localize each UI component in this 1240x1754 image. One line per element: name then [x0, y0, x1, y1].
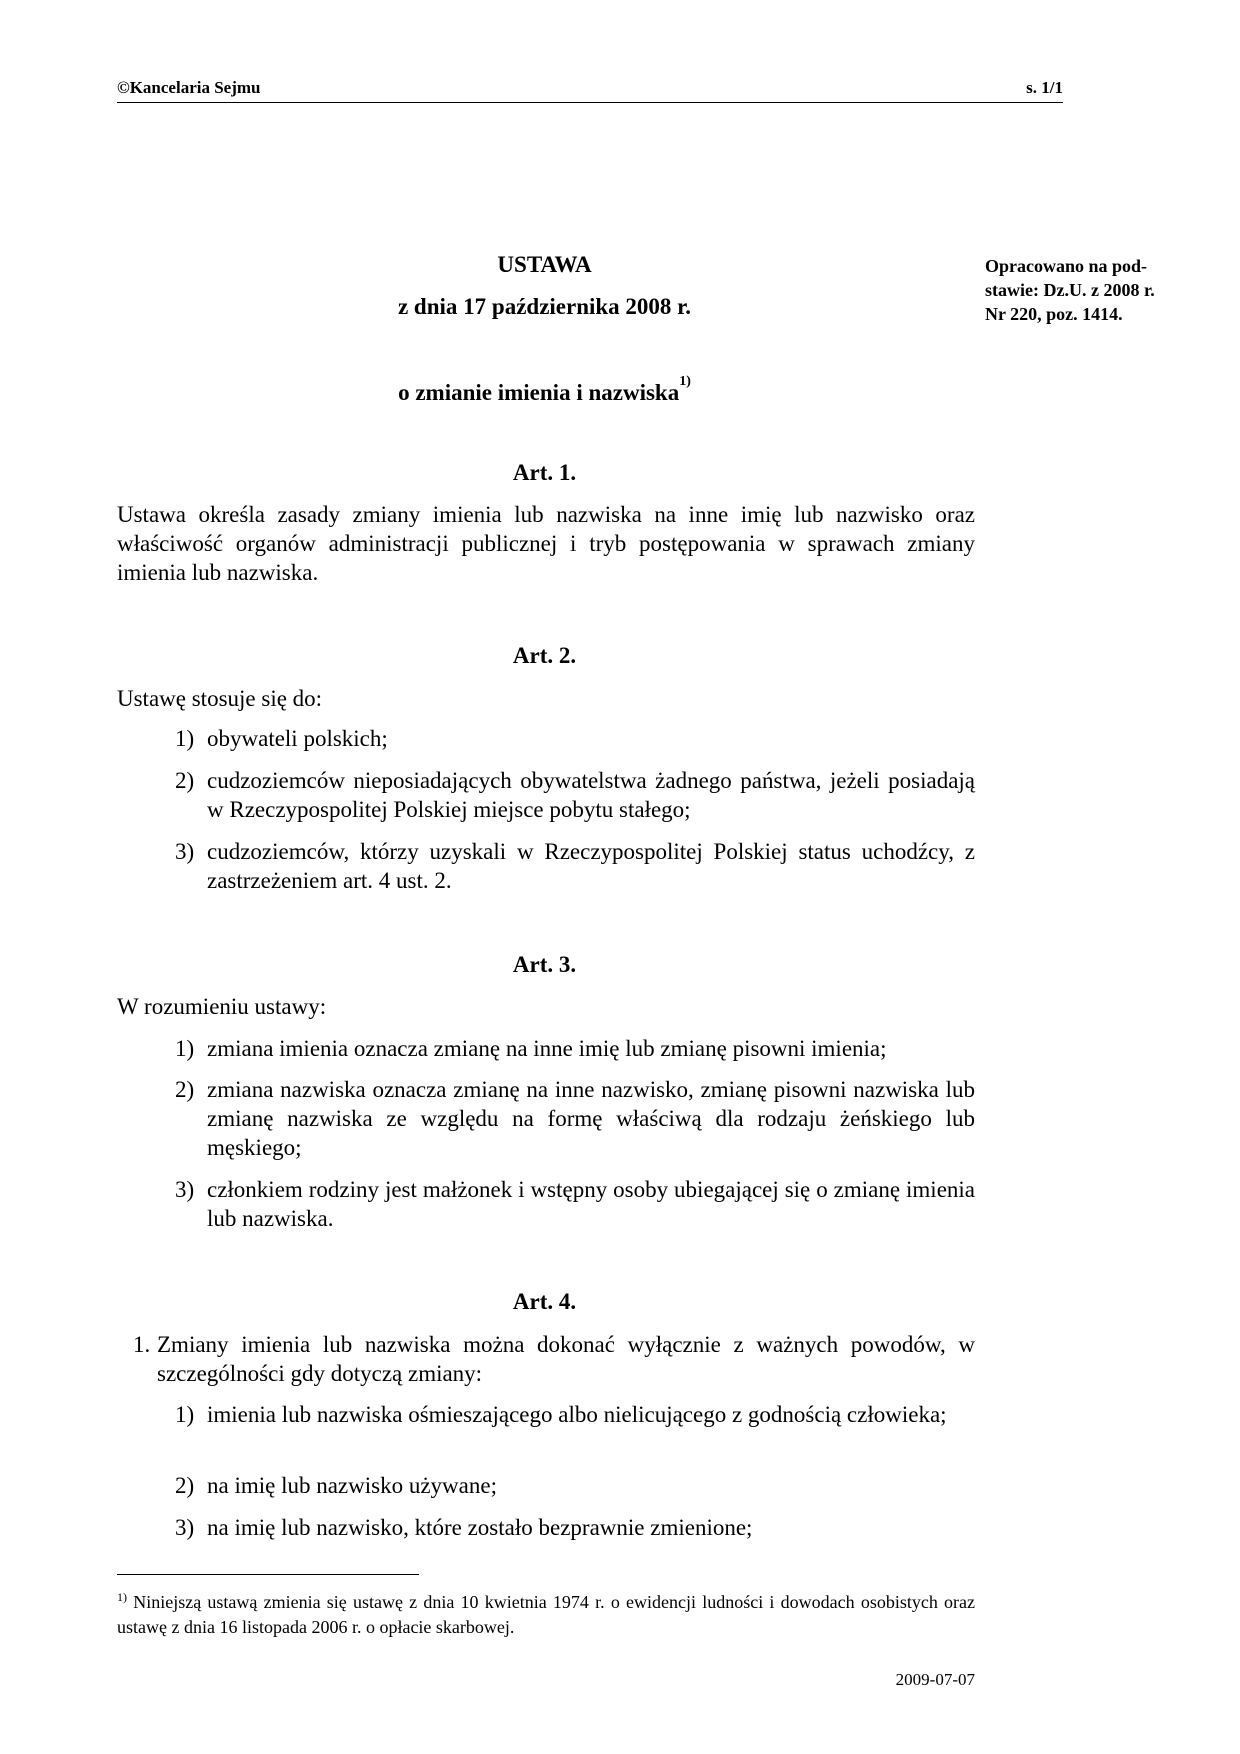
list-item	[117, 1175, 975, 1233]
article-4-paragraph-1	[117, 1330, 975, 1388]
source-note: Opracowano na pod-stawie: Dz.U. z 2008 r. Nr 220, poz. 1414.	[985, 256, 1155, 324]
page-header	[117, 78, 1063, 103]
act-subject-text: o zmianie imienia i nazwiska	[398, 380, 680, 405]
item-number: 3)	[175, 1515, 195, 1540]
item-number: 3)	[175, 1177, 195, 1202]
item-text: na imię lub nazwisko używane;	[207, 1473, 497, 1498]
item-number: 3)	[175, 839, 195, 864]
item-number: 1)	[175, 1402, 195, 1427]
item-text: cudzoziemców nieposiadających obywatelstwa żadnego państwa, jeżeli posiadają w Rzeczypospolitej Polskiej miejsce pobytu stałego;	[207, 768, 975, 822]
item-number: 2)	[175, 1077, 195, 1102]
header-copyright: ©Kancelaria Sejmu	[117, 78, 261, 97]
document-date: 2009-07-07	[895, 1670, 975, 1689]
item-number: 2)	[175, 1473, 195, 1498]
paragraph-number: 1.	[133, 1332, 151, 1357]
item-text: imienia lub nazwiska ośmieszającego albo nielicującego z godnością człowieka;	[207, 1402, 947, 1427]
item-text: obywateli polskich;	[207, 726, 388, 751]
list-item	[117, 724, 975, 753]
list-item	[117, 837, 975, 895]
article-4-heading: Art. 4.	[512, 1289, 577, 1314]
article-3-heading: Art. 3.	[512, 952, 577, 977]
item-number: 2)	[175, 768, 195, 793]
item-text: zmiana nazwiska oznacza zmianę na inne nazwisko, zmianę pisowni nazwiska lub zmianę nazwiska ze względu na formę właściwą dla rodzaju żeńskiego lub męskiego;	[207, 1077, 975, 1160]
article-3-intro: W rozumieniu ustawy:	[117, 994, 327, 1019]
article-1-heading: Art. 1.	[512, 460, 577, 485]
list-item	[117, 1513, 975, 1542]
act-date: z dnia 17 października 2008 r.	[397, 294, 692, 319]
item-number: 1)	[175, 726, 195, 751]
act-title: USTAWA	[497, 252, 592, 277]
article-2-heading: Art. 2.	[512, 643, 577, 668]
item-number: 1)	[175, 1036, 195, 1061]
footnote-separator	[117, 1574, 419, 1575]
header-page-number: s. 1/1	[1026, 78, 1063, 97]
article-2-intro: Ustawę stosuje się do:	[117, 686, 323, 711]
item-text: cudzoziemców, którzy uzyskali w Rzeczypospolitej Polskiej status uchodźcy, z zastrzeżeniem art. 4 ust. 2.	[207, 839, 975, 893]
footnote-marker: 1)	[117, 1590, 127, 1604]
act-subject	[117, 374, 972, 406]
list-item	[117, 1075, 975, 1162]
footnote-text: Niniejszą ustawą zmienia się ustawę z dnia 10 kwietnia 1974 r. o ewidencji ludności i dowodach osobistych oraz ustawę z dnia 16 listopada 2006 r. o opłacie skarbowej.	[117, 1592, 976, 1637]
paragraph-text: Zmiany imienia lub nazwiska można dokonać wyłącznie z ważnych powodów, w szczególności gdy dotyczą zmiany:	[157, 1332, 975, 1386]
list-item	[117, 1400, 975, 1458]
list-item	[117, 1034, 975, 1063]
item-text: członkiem rodziny jest małżonek i wstępny osoby ubiegającej się o zmianę imienia lub nazwiska.	[207, 1177, 975, 1231]
article-1-text: Ustawa określa zasady zmiany imienia lub nazwiska na inne imię lub nazwisko oraz właściwość organów administracji publicznej i tryb postępowania w sprawach zmiany imienia lub nazwiska.	[117, 502, 975, 585]
footnote-reference: 1)	[679, 374, 691, 389]
item-text: na imię lub nazwisko, które zostało bezprawnie zmienione;	[207, 1515, 753, 1540]
list-item	[117, 1471, 975, 1500]
list-item	[117, 766, 975, 824]
footnote	[117, 1585, 975, 1640]
item-text: zmiana imienia oznacza zmianę na inne imię lub zmianę pisowni imienia;	[207, 1036, 887, 1061]
